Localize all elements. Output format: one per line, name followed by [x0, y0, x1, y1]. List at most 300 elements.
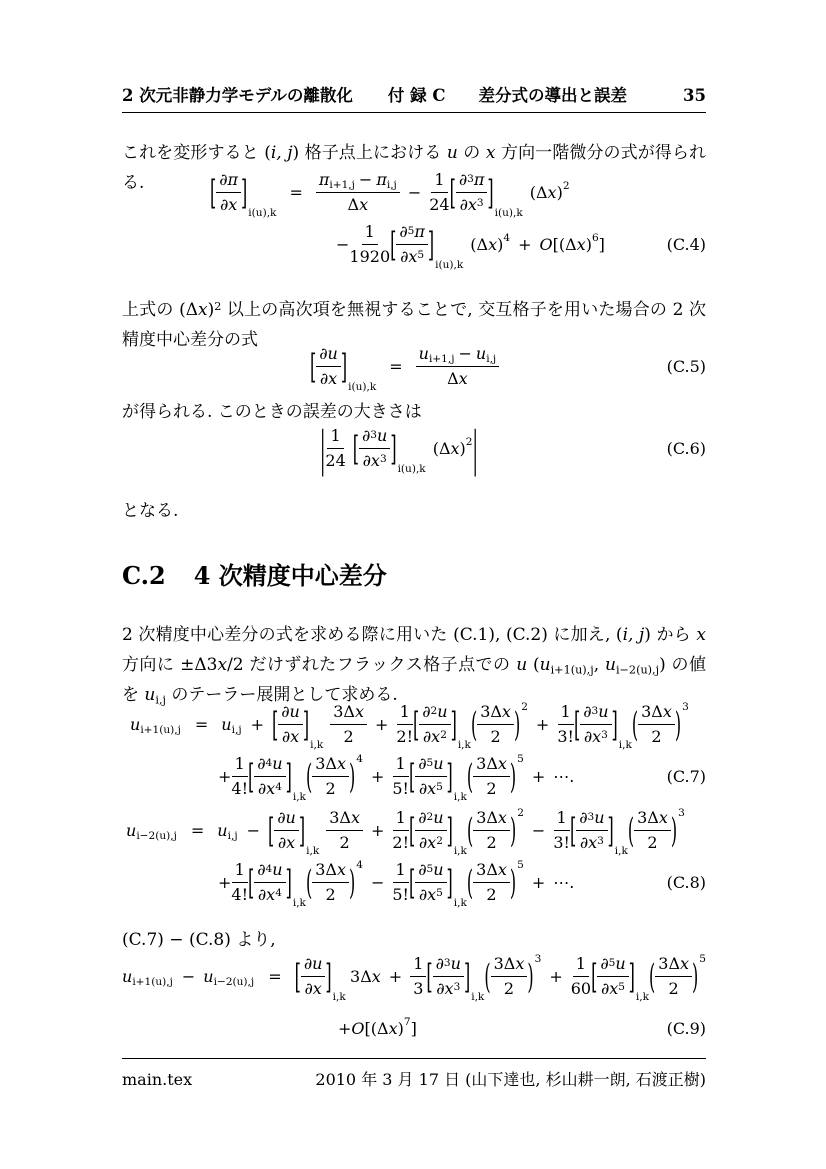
numerator — [274, 808, 299, 830]
tok-bsub: i,k — [292, 897, 306, 909]
tok-mi: ∂x — [277, 832, 296, 852]
tok-d: ] — [463, 956, 471, 996]
tok-d: ) — [348, 862, 356, 902]
tok-mi: ∂x — [436, 978, 454, 998]
tok-bin: − — [407, 182, 422, 202]
tok-psup: 5 — [517, 859, 524, 871]
numerator — [415, 860, 446, 882]
tok-mi: u — [437, 702, 448, 722]
fraction — [301, 954, 326, 997]
tok-sup: 2 — [465, 436, 473, 449]
tok-mr: ⋯. — [553, 872, 575, 892]
tok-bsub: i,k — [471, 991, 485, 1003]
denominator — [413, 977, 423, 998]
page-header — [122, 82, 706, 113]
tok-bin: + — [531, 766, 546, 786]
tok-mi: ∂x — [459, 194, 477, 214]
tok-jp: (C.7) − (C.8) より, — [122, 930, 276, 950]
tok-d: ] — [446, 756, 453, 796]
equation-line — [310, 342, 706, 393]
fraction — [634, 808, 671, 851]
tok-mr: 2 — [668, 978, 679, 998]
tok-d: ] — [611, 704, 618, 744]
tok-d: ] — [487, 172, 494, 212]
tok-mr: ) — [556, 182, 563, 202]
tok-mi: x — [497, 808, 507, 828]
denominator — [557, 725, 574, 746]
tok-mi: x — [197, 300, 208, 320]
numerator — [473, 808, 510, 830]
tok-d: [ — [310, 346, 317, 386]
fraction — [254, 754, 285, 797]
tok-sub: i+1,j — [428, 353, 455, 366]
numerator — [254, 860, 285, 882]
tok-bsub: i,k — [306, 845, 320, 857]
tok-psup: 2 — [521, 701, 528, 713]
tok-mr: 3Δ — [315, 860, 337, 880]
tok-mi: ∂ — [579, 808, 588, 828]
tok-d: [ — [248, 862, 255, 902]
tok-mi: ∂u — [303, 954, 323, 974]
tok-mi: ∂x — [319, 368, 338, 388]
tok-sup: 2 — [440, 729, 447, 742]
tok-mi: x — [450, 438, 460, 458]
tok-sup: 2 — [214, 299, 222, 313]
tok-mi: ∂ — [399, 222, 408, 242]
tok-mi: ∂x — [418, 884, 437, 904]
tok-sub: i,j — [231, 723, 242, 736]
tok-mi: u — [272, 860, 283, 880]
tok-bsub: i,k — [453, 897, 467, 909]
tok-mi: u — [598, 702, 609, 722]
tok-d: ( — [305, 862, 313, 902]
denominator — [304, 977, 321, 998]
fraction — [456, 170, 488, 213]
tok-sup: 5 — [608, 957, 616, 970]
tok-mi: ∂ — [418, 808, 427, 828]
fraction — [491, 954, 528, 997]
tok-bsub: i,k — [453, 791, 467, 803]
tok-d: ] — [285, 756, 292, 796]
tok-mr: 3Δ — [658, 954, 680, 974]
tok-mr: 2! — [392, 832, 409, 852]
denominator — [486, 777, 496, 798]
fraction — [349, 222, 390, 265]
tok-d: ( — [649, 956, 656, 996]
tok-mr: Δ — [447, 368, 459, 388]
tok-mi: O — [351, 1018, 365, 1038]
numerator — [431, 170, 447, 192]
tok-sup: 5 — [426, 863, 434, 876]
tok-d: ] — [298, 810, 306, 850]
tok-mi: u — [433, 754, 444, 774]
numerator — [362, 222, 378, 244]
denominator — [325, 777, 335, 798]
fraction — [312, 860, 349, 903]
denominator — [349, 245, 390, 266]
paragraph-fourth-order-intro — [122, 621, 706, 710]
tok-psup: 5 — [517, 753, 524, 765]
tok-mr: 1920 — [349, 246, 391, 266]
tok-d: ] — [607, 810, 614, 850]
tok-mr: ] — [598, 234, 605, 254]
tok-mi: u — [433, 860, 444, 880]
tok-mr: 5! — [392, 884, 409, 904]
tok-mi: x — [547, 182, 557, 202]
tok-mi: ∂x — [220, 194, 238, 214]
tok-bin: + — [388, 966, 403, 986]
tok-d: [ — [268, 810, 275, 850]
tok-mr: 2 — [647, 832, 658, 852]
numerator — [655, 954, 692, 976]
tok-mi: ∂ — [458, 170, 468, 190]
tok-d: ( — [466, 756, 474, 796]
tok-mi: u — [594, 808, 605, 828]
denominator — [553, 831, 570, 852]
numerator — [396, 222, 428, 244]
tok-mi: ∂ — [257, 860, 266, 880]
numerator — [634, 808, 671, 830]
tok-d: ] — [628, 956, 635, 996]
tok-mi: x — [458, 368, 468, 388]
tok-mi: u — [418, 344, 429, 364]
denominator — [325, 449, 345, 470]
tok-bin: − — [358, 170, 373, 190]
denominator — [584, 725, 608, 746]
denominator — [571, 977, 591, 998]
equation-line — [218, 858, 706, 909]
tok-d: ( — [627, 810, 635, 850]
tok-sub: i+1,j — [329, 179, 355, 192]
denominator — [278, 831, 295, 852]
numerator — [330, 702, 367, 724]
tok-jp: 上式の (Δ — [122, 300, 198, 320]
tok-mr: ) — [397, 1018, 404, 1038]
tok-mi: ∂x — [281, 726, 300, 746]
tok-mi: ∂x — [579, 832, 598, 852]
tok-mr: 1 — [560, 702, 571, 722]
tok-mi: u — [130, 714, 141, 734]
tok-d: [ — [409, 810, 416, 850]
page-number: 35 — [683, 86, 706, 105]
tok-jp: 以上の高次項を無視することで, 交互格子を用いた場合の 2 次精度中心差分の式 — [122, 300, 706, 350]
tok-mr: (Δ — [432, 438, 451, 458]
numerator — [415, 808, 446, 830]
tok-mr: (Δ — [470, 234, 489, 254]
tok-mi: x — [696, 625, 707, 645]
tok-mr: [(Δ — [364, 1018, 389, 1038]
tok-sup: 4 — [275, 887, 282, 900]
tok-d: ( — [466, 810, 474, 850]
equation-c4 — [122, 168, 706, 271]
tok-mr: 2 — [651, 726, 662, 746]
tok-bsub: i(u),k — [248, 207, 277, 219]
tok-d: ) — [348, 756, 356, 796]
equation-c6 — [122, 419, 706, 477]
tok-mi: u — [450, 954, 461, 974]
tok-mr: − — [336, 234, 350, 254]
tok-mi: u — [144, 684, 156, 705]
tok-mi: x — [371, 966, 381, 986]
denominator — [669, 977, 679, 998]
tok-sub: i+1(u),j — [550, 663, 594, 677]
fraction — [359, 426, 390, 469]
numerator — [232, 754, 248, 776]
tok-jp: ) 格子点上における — [292, 143, 447, 163]
denominator — [363, 449, 387, 470]
tok-jp: ) から — [644, 625, 697, 645]
denominator — [423, 725, 447, 746]
equation-line — [122, 952, 706, 1003]
tok-d: [ — [248, 756, 255, 796]
tok-dt: | — [472, 419, 478, 477]
tok-mr: 2! — [396, 726, 413, 746]
equation-tag: (C.8) — [666, 872, 706, 892]
tok-psup: 3 — [678, 807, 685, 819]
appendix-title: 付 録 C 差分式の導出と誤差 — [387, 86, 628, 105]
fraction — [330, 702, 367, 745]
tok-jp: のテーラー展開として求める. — [166, 684, 398, 705]
tok-sup: 3 — [476, 197, 484, 210]
fraction — [316, 170, 400, 213]
equation-line — [320, 419, 706, 477]
tok-mi: x — [662, 702, 672, 722]
tok-bsub: i,k — [614, 845, 628, 857]
tok-mi: π — [414, 222, 425, 242]
tok-bsub: i,k — [310, 739, 324, 751]
denominator — [344, 725, 354, 746]
tok-mr: ⋯. — [553, 766, 575, 786]
tok-mi: u — [516, 654, 528, 675]
fraction — [473, 808, 510, 851]
fraction — [597, 954, 628, 997]
fraction — [392, 808, 409, 851]
tok-mr: 2 — [486, 884, 497, 904]
tok-mi: x — [501, 702, 511, 722]
tok-rel: = — [190, 820, 205, 840]
tok-d: [ — [413, 704, 420, 744]
tok-bsub: i,k — [332, 991, 346, 1003]
tok-sub: i,j — [155, 693, 166, 707]
tok-mi: u — [272, 754, 283, 774]
tok-jp: ( — [527, 654, 540, 675]
tok-jp: /2 だけずれたフラックス格子点での — [227, 654, 517, 675]
tok-mr: 4! — [231, 884, 249, 904]
tok-d: [ — [390, 224, 397, 264]
tok-mi: x — [497, 754, 507, 774]
tok-mr: 3Δ — [480, 702, 502, 722]
tok-mi: ∂x — [257, 778, 276, 798]
tok-sub: i+1(u),j — [132, 975, 173, 988]
numerator — [393, 860, 409, 882]
tok-mr: 2 — [490, 726, 501, 746]
tok-mr: 3! — [557, 726, 574, 746]
tok-mi: ∂ — [418, 860, 427, 880]
tok-mi: u — [539, 654, 551, 675]
numerator — [393, 754, 409, 776]
denominator — [392, 883, 409, 904]
tok-sub: i−2(u),j — [213, 975, 255, 988]
tok-mi: π — [473, 170, 485, 190]
tok-mi: i, j — [270, 143, 293, 163]
tok-mi: x — [576, 234, 586, 254]
fraction — [419, 702, 450, 745]
tok-d: ) — [509, 810, 517, 850]
tok-jp: これを変形すると ( — [122, 143, 271, 163]
tok-mr: 1 — [234, 860, 245, 880]
tok-mi: ∂x — [257, 884, 276, 904]
denominator — [601, 977, 625, 998]
tok-psup: 4 — [356, 753, 363, 765]
tok-sup: 3 — [587, 811, 595, 824]
fraction — [312, 754, 349, 797]
tok-rel: = — [389, 356, 403, 376]
numerator — [410, 954, 426, 976]
fraction — [433, 954, 464, 997]
tok-d: ] — [390, 428, 397, 468]
denominator — [490, 725, 500, 746]
equation-c9 — [122, 952, 706, 1052]
denominator — [580, 831, 604, 852]
tok-mi: x — [485, 143, 496, 163]
tok-d: [ — [272, 704, 279, 744]
fraction — [415, 808, 446, 851]
tok-mi: ∂ — [418, 754, 427, 774]
tok-mr: 1 — [364, 222, 375, 242]
tok-mr: Δ — [347, 194, 360, 214]
tok-sup: 4 — [275, 781, 282, 794]
denominator — [447, 367, 468, 388]
equation-tag: (C.5) — [666, 356, 706, 376]
denominator — [231, 777, 248, 798]
tok-sub: i,j — [486, 353, 497, 366]
tok-mr: 4! — [231, 778, 249, 798]
tok-d: ) — [509, 862, 517, 902]
tok-mi: u — [433, 808, 444, 828]
tok-sup: 5 — [417, 249, 425, 262]
numerator — [456, 170, 488, 192]
tok-d: ] — [340, 346, 348, 386]
tok-jp: ) の値を — [122, 654, 706, 705]
tok-bin: − — [370, 872, 385, 892]
fraction — [557, 702, 574, 745]
denominator — [486, 883, 496, 904]
fraction — [396, 222, 428, 265]
equation-c8 — [122, 806, 706, 909]
tok-sup: 3 — [443, 957, 451, 970]
tok-bsub: i,k — [457, 739, 471, 751]
denominator — [348, 193, 369, 214]
tok-mr: 1 — [330, 426, 341, 446]
tok-sup: 2 — [562, 180, 570, 193]
numerator — [491, 954, 528, 976]
fraction — [580, 702, 611, 745]
tok-bsub: i(u),k — [435, 259, 464, 271]
fraction — [231, 860, 248, 903]
tok-d: [ — [408, 862, 416, 902]
tok-d: [ — [591, 956, 598, 996]
tok-mr: 3Δ — [333, 702, 355, 722]
tok-mi: x — [354, 702, 364, 722]
tok-mr: 3! — [553, 832, 570, 852]
denominator — [258, 883, 282, 904]
numerator — [316, 344, 341, 366]
numerator — [316, 170, 400, 192]
fraction — [473, 860, 510, 903]
denominator — [504, 977, 514, 998]
tok-d: ) — [670, 810, 678, 850]
tok-mr: + — [218, 872, 232, 892]
numerator — [327, 426, 343, 448]
tok-bin: + — [250, 714, 265, 734]
tok-sup: 3 — [591, 705, 599, 718]
tok-mr: 24 — [429, 194, 450, 214]
tok-dt: | — [320, 419, 326, 477]
tok-mr: 1 — [434, 170, 445, 190]
tok-d: ) — [527, 956, 534, 996]
tok-bin: − — [531, 820, 546, 840]
tok-mr: ) — [585, 234, 592, 254]
section-number: C.2 — [122, 561, 166, 590]
tok-mi: x — [497, 860, 507, 880]
tok-mr: 2 — [486, 832, 497, 852]
tok-d: ) — [513, 704, 521, 744]
tok-mi: u — [203, 966, 214, 986]
tok-mr: 3Δ — [641, 702, 663, 722]
tok-psup: 5 — [699, 953, 706, 965]
tok-mr: [(Δ — [552, 234, 577, 254]
tok-bsub: i(u),k — [494, 207, 523, 219]
tok-d: ] — [450, 704, 457, 744]
fraction — [254, 860, 285, 903]
tok-mi: ∂ — [435, 954, 444, 974]
denominator — [429, 193, 449, 214]
tok-bsub: i(u),k — [348, 381, 377, 393]
tok-d: [ — [569, 810, 577, 850]
tok-bin: + — [370, 820, 385, 840]
tok-d: ] — [285, 862, 292, 902]
tok-bsub: i(u),k — [397, 463, 426, 475]
tok-d: [ — [408, 756, 416, 796]
tok-mi: u — [446, 143, 458, 163]
fraction — [396, 702, 413, 745]
tok-mr: 2 — [325, 778, 336, 798]
tok-rel: = — [289, 182, 303, 202]
equation-c7 — [122, 700, 706, 803]
equation-tag: (C.4) — [666, 234, 706, 254]
tok-mr: 1 — [395, 860, 406, 880]
tok-mr: 3Δ — [315, 754, 337, 774]
numerator — [301, 954, 326, 976]
tok-mr: + — [338, 1018, 352, 1038]
tok-d: ] — [446, 810, 453, 850]
numerator — [580, 702, 611, 724]
tok-mr: 1 — [399, 702, 410, 722]
tok-bin: + — [531, 872, 546, 892]
tok-mi: ∂u — [281, 702, 300, 722]
tok-psup: 3 — [534, 953, 542, 965]
denominator — [486, 831, 496, 852]
footer-filename: main.tex — [122, 1070, 193, 1089]
footer-date-authors: 2010 年 3 月 17 日 (山下達也, 杉山耕一朗, 石渡正樹) — [315, 1070, 706, 1089]
tok-d: [ — [449, 172, 456, 212]
tok-sup: 5 — [407, 225, 415, 238]
tok-mr: 3Δ — [476, 860, 498, 880]
tok-rel: = — [194, 714, 209, 734]
tok-jp: , — [593, 654, 605, 675]
tok-mi: π — [318, 170, 330, 190]
numerator — [232, 860, 248, 882]
